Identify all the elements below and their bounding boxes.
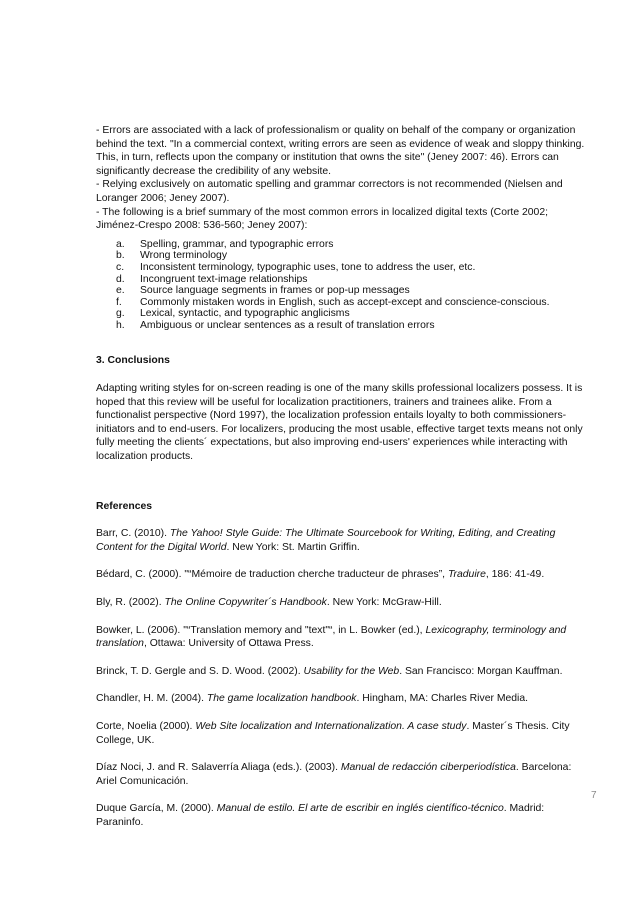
reference-entry — [96, 527, 590, 554]
reference-author: Bly, R. (2002). — [96, 597, 165, 609]
reference-publisher: . San Francisco: Morgan Kauffman. — [399, 665, 563, 677]
reference-entry — [96, 802, 590, 829]
error-list-text: Incongruent text-image relationships — [140, 273, 308, 285]
error-list-letter: e. — [116, 285, 125, 297]
error-list-item — [96, 284, 590, 296]
references-section — [96, 500, 590, 830]
reference-title: Manual de redacción ciberperiodística — [340, 762, 516, 774]
reference-title: Web Site localization and Internationalization. A case study — [195, 721, 467, 732]
reference-author: Barr, C. (2010). — [96, 528, 170, 540]
error-list-item — [96, 238, 590, 250]
reference-entry — [96, 720, 590, 747]
error-list-letter: h. — [116, 319, 125, 331]
error-list-item — [96, 261, 590, 273]
error-list-item — [96, 319, 590, 331]
reference-publisher: . Hingham, MA: Charles River Media. — [356, 693, 529, 705]
intro-paragraph-3: - The following is a brief summary of the most common errors in localized digital texts (Corte 2002; Jiménez-Crespo 2008: 536-560; Jeney 2007): — [96, 206, 548, 232]
reference-author: Bédard, C. (2000). "“Mémoire de traduction cherche traducteur de phrases”, — [96, 569, 448, 581]
reference-entry — [96, 665, 590, 679]
page-number: 7 — [591, 790, 597, 801]
intro-paragraph-1: - Errors are associated with a lack of professionalism or quality on behalf of the company or organization behind the text. "In a commercial context, writing errors are seen as evidence of weak and sloppy thinking. This, in turn, reflects upon the company or institution that owns the site" (Jeney 2007: 46). Errors can significantly decrease the credibility of any website. — [96, 125, 585, 177]
reference-title: The Online Copywriter´s Handbook — [164, 597, 327, 609]
reference-entry — [96, 692, 590, 706]
intro-section — [96, 124, 590, 233]
error-list-item — [96, 273, 590, 285]
reference-publisher: , Ottawa: University of Ottawa Press. — [143, 638, 314, 650]
error-list-text: Spelling, grammar, and typographic errors — [140, 238, 334, 250]
reference-publisher: , 186: 41-49. — [485, 569, 545, 581]
reference-entry — [96, 761, 590, 788]
reference-title: Manual de estilo. El arte de escribir en inglés científico-técnico — [216, 803, 504, 815]
reference-title: Lexicography, terminology and translation — [96, 624, 567, 650]
reference-entry — [96, 596, 590, 610]
reference-publisher: . Barcelona: Ariel Comunicación. — [96, 762, 572, 787]
reference-author: Díaz Noci, J. and R. Salaverría Aliaga (eds.). (2003). — [96, 762, 341, 774]
error-list-letter: f. — [116, 296, 122, 308]
conclusions-body: Adapting writing styles for on-screen reading is one of the many skills professional localizers possess. It is hoped that this review will be useful for localization practitioners, trainers and trainees alike. From a functionalist perspective (Nord 1997), the localization profession entails loyalty to both commissioners-initiators and to end-users. For localizers, producing the most usable, effective target texts means not only fully meeting the clients´ expectations, but also improving end-users' experiences while interacting with localization products. — [96, 383, 583, 463]
error-list-item — [96, 249, 590, 261]
references-heading: References — [96, 500, 153, 512]
error-list-text: Wrong terminology — [140, 250, 228, 262]
error-list-text: Inconsistent terminology, typographic uses, tone to address the user, etc. — [140, 261, 476, 273]
reference-title: The game localization handbook — [206, 693, 357, 705]
error-list-text: Ambiguous or unclear sentences as a result of translation errors — [140, 319, 435, 331]
error-list — [96, 238, 590, 331]
error-list-letter: a. — [116, 238, 125, 250]
reference-entry — [96, 568, 590, 582]
reference-publisher: . Master´s Thesis. City College, UK. — [96, 721, 570, 746]
reference-publisher: . New York: St. Martin Griffin. — [226, 541, 360, 553]
error-list-item — [96, 296, 590, 308]
reference-author: Corte, Noelia (2000). — [96, 721, 196, 732]
reference-entry — [96, 624, 590, 651]
error-list-letter: c. — [116, 261, 125, 273]
conclusions-heading: 3. Conclusions — [96, 354, 170, 366]
reference-author: Chandler, H. M. (2004). — [96, 693, 207, 705]
error-list-letter: d. — [116, 273, 125, 285]
reference-author: Bowker, L. (2006). "“Translation memory and "text"“, in L. Bowker (ed.), — [96, 624, 426, 636]
error-list-letter: g. — [116, 308, 125, 320]
reference-publisher: . Madrid: Paraninfo. — [96, 803, 545, 828]
reference-author: Brinck, T. D. Gergle and S. D. Wood. (2002). — [96, 665, 304, 677]
reference-author: Duque García, M. (2000). — [96, 803, 217, 815]
reference-title: Traduire — [447, 569, 486, 581]
error-list-text: Source language segments in frames or pop-up messages — [140, 285, 410, 297]
document-page — [96, 124, 590, 844]
intro-paragraph-2: - Relying exclusively on automatic spelling and grammar correctors is not recommended (Nielsen and Loranger 2006; Jeney 2007). — [96, 179, 563, 204]
error-list-letter: b. — [116, 250, 125, 262]
references-list — [96, 527, 590, 829]
conclusions-section — [96, 354, 590, 464]
error-list-text: Commonly mistaken words in English, such as accept-except and conscience-conscious. — [140, 296, 550, 308]
reference-title: Usability for the Web — [303, 665, 400, 677]
reference-publisher: . New York: McGraw-Hill. — [326, 597, 442, 609]
reference-title: The Yahoo! Style Guide: The Ultimate Sourcebook for Writing, Editing, and Creating Content for the Digital World — [96, 528, 556, 553]
error-list-text: Lexical, syntactic, and typographic anglicisms — [140, 308, 350, 320]
error-list-item — [96, 307, 590, 319]
